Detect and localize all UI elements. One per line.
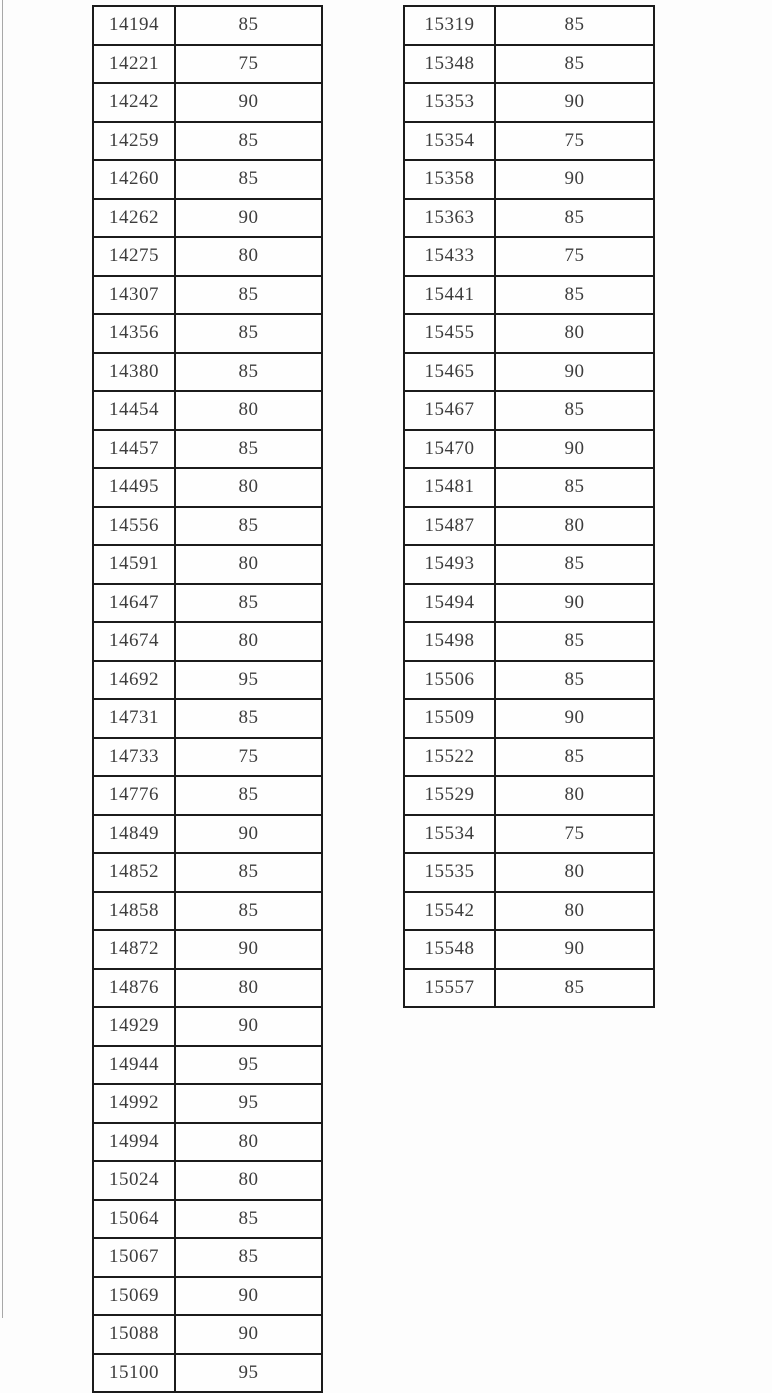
score-cell: 80 (175, 237, 322, 276)
score-cell: 75 (495, 815, 654, 854)
candidate-number-cell: 15064 (93, 1200, 175, 1239)
candidate-number-cell: 15522 (404, 738, 495, 777)
candidate-number-cell: 15498 (404, 622, 495, 661)
candidate-number-cell: 14876 (93, 969, 175, 1008)
score-cell: 95 (175, 1046, 322, 1085)
table-row (404, 45, 654, 84)
score-cell: 80 (495, 853, 654, 892)
table-row (93, 699, 322, 738)
score-cell: 90 (495, 353, 654, 392)
candidate-number-cell: 14929 (93, 1007, 175, 1046)
score-cell: 75 (495, 237, 654, 276)
score-cell: 85 (175, 776, 322, 815)
table-row (93, 1277, 322, 1316)
score-cell: 85 (175, 1200, 322, 1239)
candidate-number-cell: 15542 (404, 892, 495, 931)
table-row (404, 83, 654, 122)
table-row (404, 776, 654, 815)
table-row (93, 1161, 322, 1200)
score-cell: 90 (495, 699, 654, 738)
table-row (404, 199, 654, 238)
score-cell: 90 (495, 430, 654, 469)
table-row (93, 1046, 322, 1085)
candidate-number-cell: 15506 (404, 661, 495, 700)
table-row (93, 1354, 322, 1393)
score-table-right (403, 5, 655, 1008)
candidate-number-cell: 14262 (93, 199, 175, 238)
candidate-number-cell: 15067 (93, 1238, 175, 1277)
score-cell: 80 (175, 1123, 322, 1162)
score-cell: 75 (175, 738, 322, 777)
table-row (93, 314, 322, 353)
candidate-number-cell: 15088 (93, 1315, 175, 1354)
score-cell: 85 (175, 507, 322, 546)
table-row (93, 776, 322, 815)
table-row (404, 622, 654, 661)
table-row (93, 430, 322, 469)
table-row (404, 237, 654, 276)
table-row (93, 237, 322, 276)
candidate-number-cell: 15465 (404, 353, 495, 392)
candidate-number-cell: 15548 (404, 930, 495, 969)
candidate-number-cell: 15509 (404, 699, 495, 738)
table-row (93, 930, 322, 969)
table-row (404, 699, 654, 738)
candidate-number-cell: 14457 (93, 430, 175, 469)
table-row (93, 545, 322, 584)
score-cell: 90 (175, 815, 322, 854)
table-row (93, 6, 322, 45)
candidate-number-cell: 15529 (404, 776, 495, 815)
table-row (404, 661, 654, 700)
candidate-number-cell: 15353 (404, 83, 495, 122)
candidate-number-cell: 14852 (93, 853, 175, 892)
candidate-number-cell: 14242 (93, 83, 175, 122)
score-cell: 80 (495, 776, 654, 815)
table-row (404, 507, 654, 546)
score-cell: 85 (495, 45, 654, 84)
table-row (93, 507, 322, 546)
score-cell: 85 (495, 622, 654, 661)
table-row (93, 45, 322, 84)
score-cell: 85 (175, 353, 322, 392)
table-row (93, 1238, 322, 1277)
score-cell: 90 (175, 1277, 322, 1316)
candidate-number-cell: 14591 (93, 545, 175, 584)
candidate-number-cell: 14307 (93, 276, 175, 315)
score-cell: 85 (175, 584, 322, 623)
score-cell: 80 (175, 391, 322, 430)
score-cell: 80 (495, 892, 654, 931)
score-cell: 90 (495, 584, 654, 623)
candidate-number-cell: 15348 (404, 45, 495, 84)
candidate-number-cell: 15358 (404, 160, 495, 199)
table-row (93, 391, 322, 430)
score-cell: 90 (175, 199, 322, 238)
score-cell: 85 (175, 160, 322, 199)
score-cell: 90 (495, 160, 654, 199)
candidate-number-cell: 14944 (93, 1046, 175, 1085)
table-row (93, 1007, 322, 1046)
score-cell: 85 (495, 738, 654, 777)
score-cell: 85 (175, 699, 322, 738)
table-row (93, 83, 322, 122)
candidate-number-cell: 15441 (404, 276, 495, 315)
table-row (93, 353, 322, 392)
candidate-number-cell: 15433 (404, 237, 495, 276)
table-row (93, 276, 322, 315)
score-cell: 85 (495, 468, 654, 507)
score-cell: 85 (495, 199, 654, 238)
candidate-number-cell: 15455 (404, 314, 495, 353)
score-cell: 80 (495, 314, 654, 353)
candidate-number-cell: 15467 (404, 391, 495, 430)
candidate-number-cell: 15363 (404, 199, 495, 238)
table-row (93, 199, 322, 238)
candidate-number-cell: 15494 (404, 584, 495, 623)
score-cell: 85 (495, 545, 654, 584)
candidate-number-cell: 14858 (93, 892, 175, 931)
table-row (93, 160, 322, 199)
score-cell: 90 (175, 1007, 322, 1046)
score-cell: 85 (495, 391, 654, 430)
candidate-number-cell: 14692 (93, 661, 175, 700)
page-edge-line (2, 0, 3, 1318)
score-cell: 95 (175, 1354, 322, 1393)
table-row (93, 584, 322, 623)
score-cell: 85 (175, 314, 322, 353)
table-row (404, 892, 654, 931)
score-cell: 90 (495, 930, 654, 969)
score-cell: 90 (175, 930, 322, 969)
candidate-number-cell: 14776 (93, 776, 175, 815)
table-row (404, 122, 654, 161)
score-cell: 80 (175, 1161, 322, 1200)
candidate-number-cell: 14556 (93, 507, 175, 546)
score-cell: 85 (495, 661, 654, 700)
table-row (404, 930, 654, 969)
candidate-number-cell: 15354 (404, 122, 495, 161)
score-cell: 80 (175, 468, 322, 507)
score-cell: 85 (495, 6, 654, 45)
candidate-number-cell: 15470 (404, 430, 495, 469)
score-cell: 90 (175, 83, 322, 122)
candidate-number-cell: 14647 (93, 584, 175, 623)
score-cell: 90 (495, 83, 654, 122)
table-row (93, 622, 322, 661)
table-row (93, 1200, 322, 1239)
candidate-number-cell: 14194 (93, 6, 175, 45)
table-row (404, 160, 654, 199)
candidate-number-cell: 14275 (93, 237, 175, 276)
candidate-number-cell: 15024 (93, 1161, 175, 1200)
candidate-number-cell: 15534 (404, 815, 495, 854)
score-cell: 85 (175, 122, 322, 161)
table-row (404, 430, 654, 469)
candidate-number-cell: 14849 (93, 815, 175, 854)
score-cell: 90 (175, 1315, 322, 1354)
table-row (404, 276, 654, 315)
table-row (404, 468, 654, 507)
candidate-number-cell: 14380 (93, 353, 175, 392)
score-cell: 85 (175, 430, 322, 469)
table-row (93, 1315, 322, 1354)
table-row (93, 661, 322, 700)
candidate-number-cell: 14992 (93, 1084, 175, 1123)
candidate-number-cell: 14994 (93, 1123, 175, 1162)
score-cell: 75 (175, 45, 322, 84)
score-cell: 95 (175, 661, 322, 700)
candidate-number-cell: 15069 (93, 1277, 175, 1316)
score-cell: 85 (175, 892, 322, 931)
candidate-number-cell: 14495 (93, 468, 175, 507)
table-row (404, 314, 654, 353)
candidate-number-cell: 14733 (93, 738, 175, 777)
candidate-number-cell: 15493 (404, 545, 495, 584)
candidate-number-cell: 14260 (93, 160, 175, 199)
score-cell: 85 (495, 276, 654, 315)
candidate-number-cell: 14731 (93, 699, 175, 738)
candidate-number-cell: 14872 (93, 930, 175, 969)
score-cell: 80 (175, 622, 322, 661)
table-row (404, 969, 654, 1008)
score-cell: 85 (175, 853, 322, 892)
score-cell: 80 (175, 545, 322, 584)
table-row (93, 815, 322, 854)
table-row (93, 853, 322, 892)
score-cell: 85 (175, 6, 322, 45)
score-cell: 80 (175, 969, 322, 1008)
candidate-number-cell: 14221 (93, 45, 175, 84)
candidate-number-cell: 15487 (404, 507, 495, 546)
score-cell: 85 (495, 969, 654, 1008)
candidate-number-cell: 14259 (93, 122, 175, 161)
score-cell: 75 (495, 122, 654, 161)
score-cell: 85 (175, 1238, 322, 1277)
score-cell: 85 (175, 276, 322, 315)
table-row (93, 122, 322, 161)
candidate-number-cell: 14674 (93, 622, 175, 661)
table-row (93, 1123, 322, 1162)
candidate-number-cell: 15557 (404, 969, 495, 1008)
candidate-number-cell: 15481 (404, 468, 495, 507)
candidate-number-cell: 15319 (404, 6, 495, 45)
table-row (404, 391, 654, 430)
table-row (93, 1084, 322, 1123)
table-row (404, 584, 654, 623)
table-row (404, 815, 654, 854)
table-row (93, 969, 322, 1008)
table-row (404, 853, 654, 892)
candidate-number-cell: 14454 (93, 391, 175, 430)
candidate-number-cell: 15100 (93, 1354, 175, 1393)
candidate-number-cell: 15535 (404, 853, 495, 892)
table-row (404, 353, 654, 392)
table-row (404, 6, 654, 45)
candidate-number-cell: 14356 (93, 314, 175, 353)
table-row (93, 892, 322, 931)
score-table-left (92, 5, 323, 1393)
table-row (93, 468, 322, 507)
score-cell: 80 (495, 507, 654, 546)
table-row (93, 738, 322, 777)
table-row (404, 545, 654, 584)
table-row (404, 738, 654, 777)
score-cell: 95 (175, 1084, 322, 1123)
